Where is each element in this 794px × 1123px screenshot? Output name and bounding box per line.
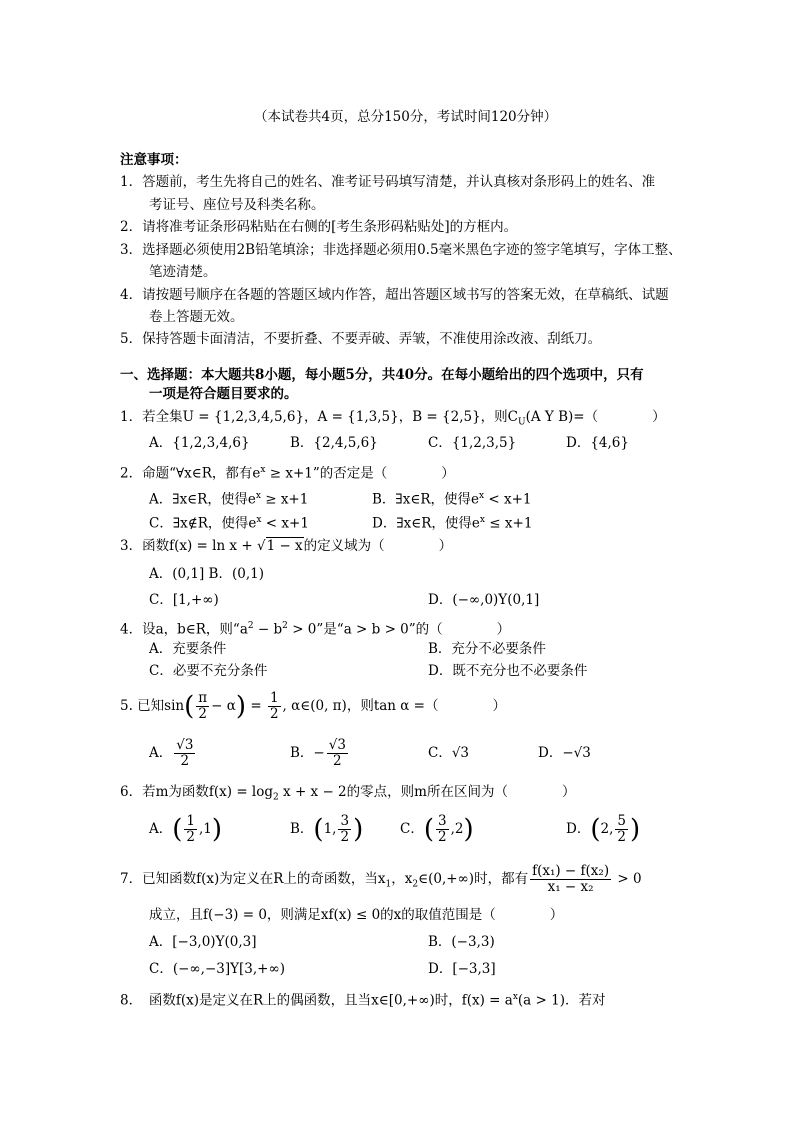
notice-line: 5．保持答题卡面清洁，不要折叠、不要弄破、弄皱，不准使用涂改液、刮纸刀。: [120, 331, 602, 347]
q2-option-d: D．∃x∈R，使得$e^x \le x+1$: [372, 515, 533, 532]
q5-option-c: C．√3: [428, 745, 470, 761]
notice-line: 2．请将准考证条形码粘贴在右侧的[考生条形码粘贴处]的方框内。: [120, 219, 518, 235]
q4-option-a: A．充要条件: [149, 641, 227, 657]
notice-line: 笔迹清楚。: [149, 264, 217, 280]
q7-option-b: B．(−3,3): [428, 934, 495, 950]
q4-option-c: C．必要不充分条件: [149, 663, 268, 679]
q5-option-a: A． $\frac{√3}{2}$: [149, 737, 194, 769]
q1-option-a: A．{1,2,3,4,6}: [149, 435, 250, 451]
header-note: （本试卷共4页，总分150分，考试时间120分钟）: [254, 109, 558, 125]
q3-option-ab: A．(0,1] B．(0,1): [149, 566, 264, 582]
notice-title: 注意事项：: [120, 152, 188, 168]
q7-option-a: A．[−3,0)Y(0,3]: [149, 934, 257, 950]
q2-option-c: C．∃x∉R，使得$e^x < x+1$: [149, 515, 309, 532]
q3-option-c: C．[1,+∞): [149, 592, 219, 608]
q4-option-b: B．充分不必要条件: [428, 641, 546, 657]
q2-option-b: B．∃x∈R，使得$e^x < x+1$: [372, 491, 532, 508]
q5-option-d: D．−√3: [538, 745, 591, 761]
question-3-stem: 3．函数f(x) = ln x + √1 − x的定义域为（ ）: [120, 538, 453, 554]
section-heading: 一、选择题：本大题共8小题，每小题5分，共40分。在每小题给出的四个选项中，只有: [120, 367, 644, 383]
question-2-stem: 2．命题“∀x∈R，都有$e^x \ge x+1$”的否定是（ ）: [120, 465, 455, 482]
q2-option-a: A．∃x∈R，使得$e^x \ge x+1$: [149, 491, 309, 508]
q6-option-c: C．( $\frac{3}{2}$ ,2): [400, 813, 474, 845]
question-7-stem-cont: 成立，且f(−3) = 0，则满足xf(x) ≤ 0的x的取值范围是（ ）: [149, 907, 564, 923]
question-5-stem: 5. 已知sin( $\frac{\pi}{2}$ − α) = $\frac{1}{2}$ , α∈(0, π)，则tan α =（ ）: [120, 690, 506, 722]
notice-line: 3．选择题必须使用2B铅笔填涂；非选择题必须用0.5毫米黑色字迹的签字笔填写，字体工整、: [120, 242, 682, 258]
question-4-stem: 4．设a，b∈R，则“$a^2 - b^2 > 0$”是“a > b > 0”的（ ）: [120, 621, 511, 638]
question-6-stem: 6．若m为函数$f(x) = \log_2 x + x - 2$的零点，则m所在区间为（ ）: [120, 784, 576, 803]
q7-option-d: D．[−3,3]: [428, 961, 496, 977]
notice-line: 1．答题前，考生先将自己的姓名、准考证号码填写清楚，并认真核对条形码上的姓名、准: [120, 174, 656, 190]
q4-option-d: D．既不充分也不必要条件: [428, 663, 588, 679]
q3-option-d: D．(−∞,0)Y(0,1]: [428, 592, 540, 608]
section-heading-cont: 一项是符合题目要求的。: [149, 386, 298, 402]
notice-line: 4．请按题号顺序在各题的答题区域内作答，超出答题区域书写的答案无效，在草稿纸、试题: [120, 287, 669, 303]
notice-line: 考证号、座位号及科类名称。: [149, 197, 325, 213]
notice-line: 卷上答题无效。: [149, 309, 244, 325]
q6-option-b: B．(1, $\frac{3}{2}$ ): [290, 813, 364, 845]
q1-option-b: B．{2,4,5,6}: [290, 435, 378, 451]
q5-option-b: B．− $\frac{√3}{2}$: [290, 737, 346, 769]
question-8-stem: 8． 函数f(x)是定义在R上的偶函数，且当x∈[0,+∞)时，$f(x) = a^x(a > 1)$．若对: [120, 992, 606, 1009]
q6-option-a: A．( $\frac{1}{2}$ ,1): [149, 813, 223, 845]
q6-option-d: D．(2, $\frac{5}{2}$ ): [566, 813, 641, 845]
q1-option-d: D．{4,6}: [566, 435, 629, 451]
question-7-stem: 7．已知函数f(x)为定义在R上的奇函数，当$x_1$，$x_2\in(0,+\infty)$时，都有 $\frac{\text{f(x₁) − f(x₂)}}{\text{x₁ − x₂}}$ > 0: [120, 863, 642, 895]
q1-option-c: C．{1,2,3,5}: [428, 435, 517, 451]
q7-option-c: C．(−∞,−3]Y[3,+∞): [149, 961, 285, 977]
question-1-stem: 1．若全集U = {1,2,3,4,5,6}，A = {1,3,5}，B = {2,5}，则$C_U(A$ Y B)=（ ）: [120, 409, 666, 428]
